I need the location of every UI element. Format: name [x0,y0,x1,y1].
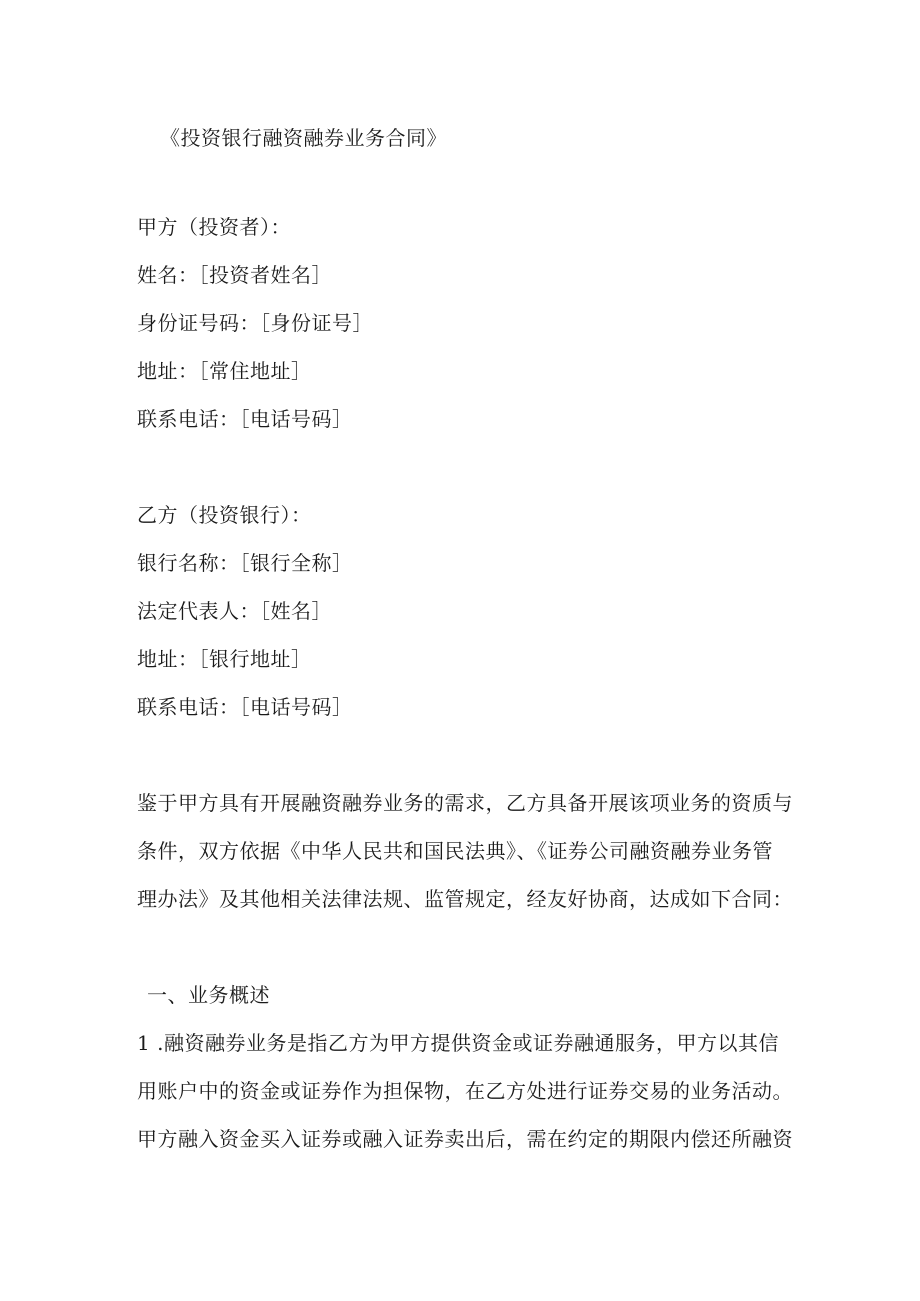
party-a-phone: 联系电话：［电话号码］ [137,407,353,431]
party-b-bank-name: 银行名称：［银行全称］ [137,551,353,575]
party-b-representative: 法定代表人：［姓名］ [137,599,332,623]
party-a-heading: 甲方（投资者）： [137,215,291,239]
preamble-line: 鉴于甲方具有开展融资融券业务的需求，乙方具备开展该项业务的资质与 [137,791,793,815]
contract-title: 《投资银行融资融券业务合同》 [160,126,447,150]
clause-1-line: 用账户中的资金或证券作为担保物，在乙方处进行证券交易的业务活动。 [137,1079,793,1103]
party-b-heading: 乙方（投资银行）： [137,503,312,527]
clause-1-line: 甲方融入资金买入证券或融入证券卖出后，需在约定的期限内偿还所融资 [137,1127,793,1151]
party-a-name: 姓名：［投资者姓名］ [137,263,332,287]
party-a-id: 身份证号码：［身份证号］ [137,311,373,335]
preamble-line: 条件，双方依据《中华人民共和国民法典》、《证券公司融资融券业务管 [137,839,773,863]
party-a-address: 地址：［常住地址］ [137,359,312,383]
section-1-heading: 一、业务概述 [147,983,270,1007]
clause-1-line: 1 .融资融券业务是指乙方为甲方提供资金或证券融通服务，甲方以其信 [137,1031,779,1055]
preamble-line: 理办法》及其他相关法律法规、监管规定，经友好协商，达成如下合同： [137,887,793,911]
party-b-phone: 联系电话：［电话号码］ [137,695,353,719]
party-b-address: 地址：［银行地址］ [137,647,312,671]
